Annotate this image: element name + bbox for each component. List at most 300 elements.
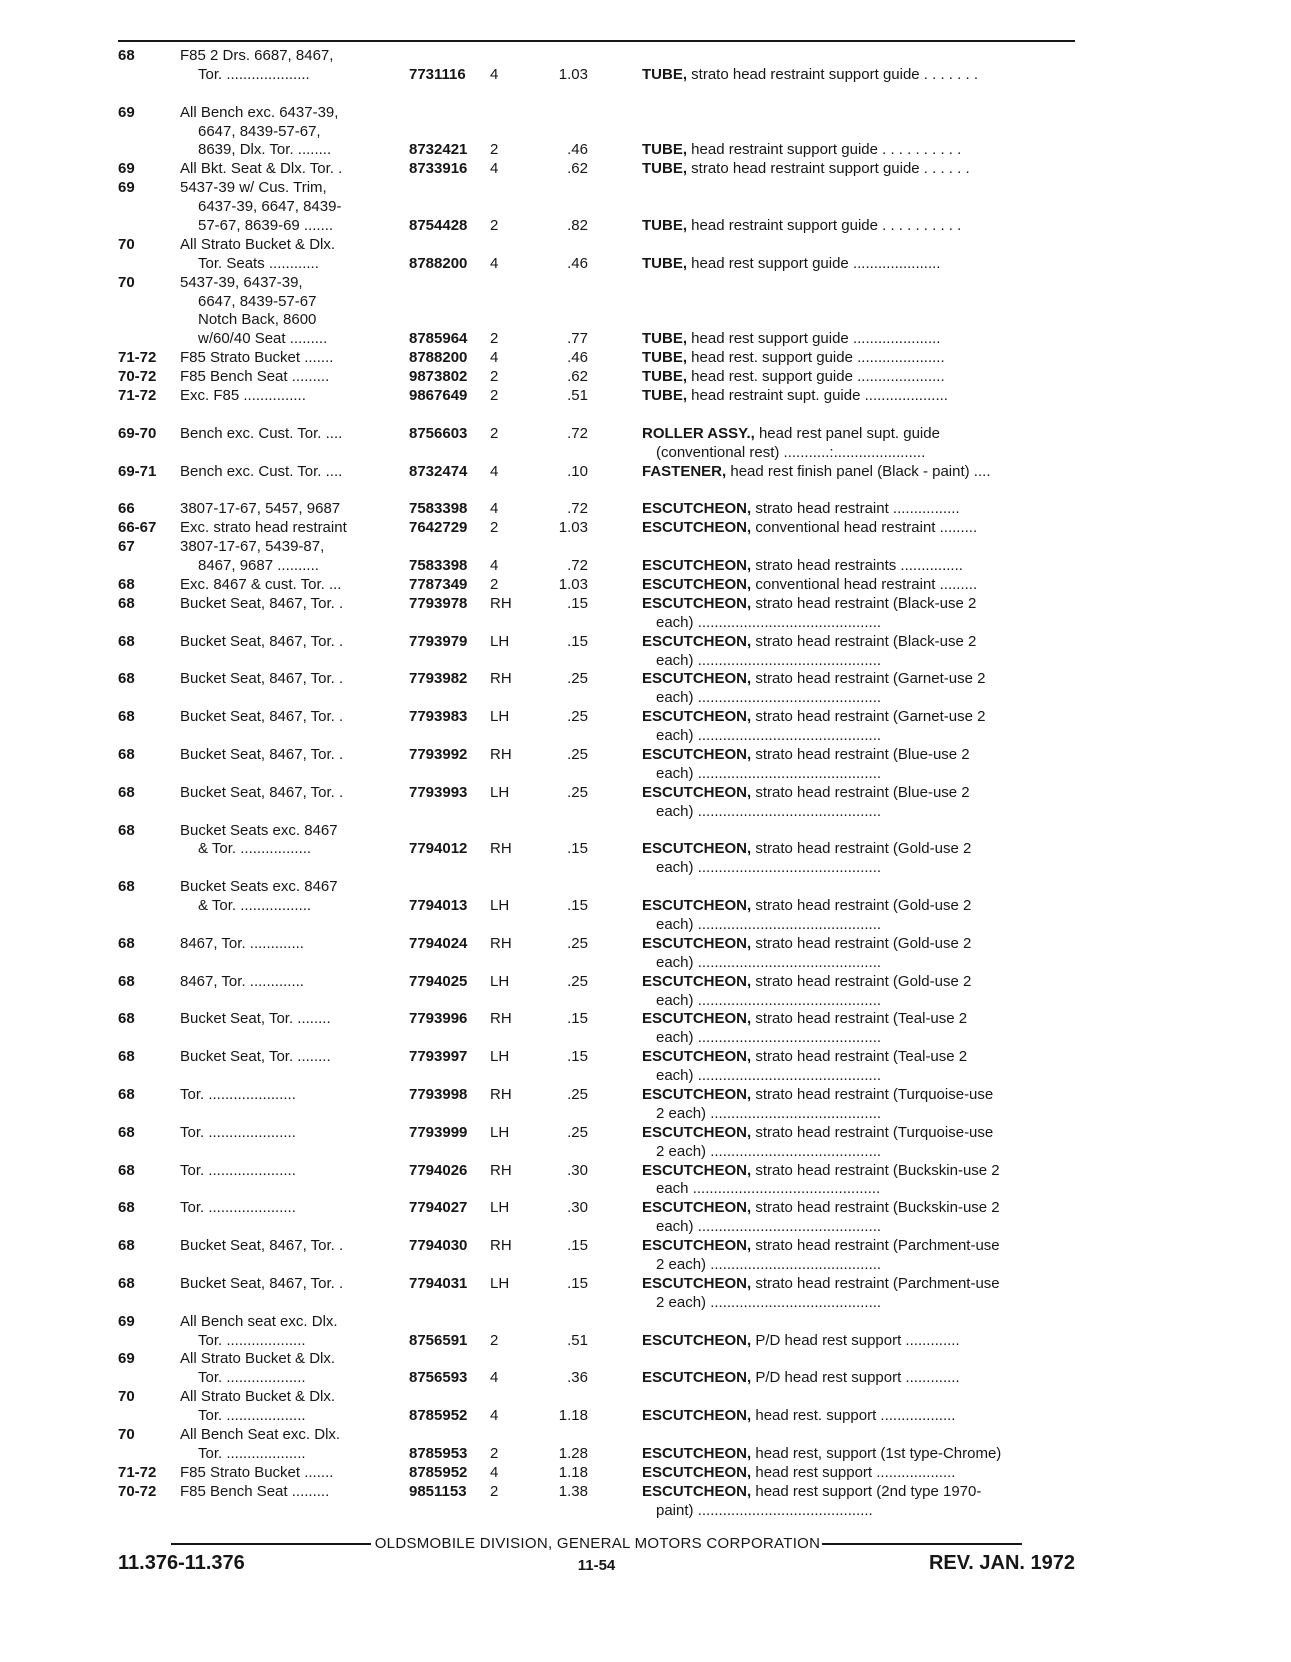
description-noun: ESCUTCHEON, [642, 1199, 752, 1217]
part-number: 8732474 [409, 462, 468, 480]
row-line [118, 1218, 1075, 1237]
model-year: 66 [118, 500, 135, 518]
quantity: LH [490, 632, 510, 650]
description [656, 992, 1075, 1011]
description [656, 652, 1075, 671]
description-text: 2 each) ......................................... [656, 1104, 882, 1122]
footer-page-number: 11-54 [577, 1557, 616, 1574]
description-noun: ESCUTCHEON, [642, 1463, 752, 1481]
part-row [118, 1237, 1075, 1275]
row-line [118, 973, 1075, 992]
description-noun: ESCUTCHEON, [642, 783, 752, 801]
part-number: 7793997 [409, 1048, 468, 1066]
application-text: 8467, Tor. ............. [180, 972, 304, 990]
description [642, 1369, 1075, 1388]
part-row [118, 1086, 1075, 1124]
description [642, 1275, 1075, 1294]
application-text: All Strato Bucket & Dlx. [180, 1388, 336, 1406]
description [656, 1294, 1075, 1313]
description [642, 1483, 1075, 1502]
price: .25 [567, 783, 588, 801]
part-number: 7794027 [409, 1199, 468, 1217]
part-number: 7794031 [409, 1274, 468, 1292]
model-year: 69-71 [118, 462, 157, 480]
model-year: 68 [118, 972, 135, 990]
part-number: 8754428 [409, 217, 468, 235]
part-number: 9867649 [409, 387, 468, 405]
description [642, 595, 1075, 614]
description [656, 727, 1075, 746]
price: .72 [567, 500, 588, 518]
description-text: strato head restraint (Black-use 2 [751, 632, 977, 650]
description-noun: TUBE, [642, 349, 687, 367]
row-line [118, 1332, 1075, 1351]
description [642, 255, 1075, 274]
application-text: Bucket Seats exc. 8467 [180, 878, 338, 896]
description [656, 1029, 1075, 1048]
description-noun: TUBE, [642, 217, 687, 235]
part-number: 8788200 [409, 254, 468, 272]
description-noun: TUBE, [642, 368, 687, 386]
description-noun: ESCUTCHEON, [642, 934, 752, 952]
row-line [118, 859, 1075, 878]
description-noun: ESCUTCHEON, [642, 594, 752, 612]
description-text: (conventional rest) ...........:...................... [656, 443, 926, 461]
description [642, 557, 1075, 576]
quantity: RH [490, 1085, 512, 1103]
quantity: RH [490, 594, 512, 612]
row-line [118, 765, 1075, 784]
application-text: Tor. ..................... [180, 1123, 296, 1141]
description [642, 1086, 1075, 1105]
description [656, 1067, 1075, 1086]
quantity: 4 [490, 1463, 499, 1481]
part-row [118, 878, 1075, 935]
price: .30 [567, 1161, 588, 1179]
description-text: strato head restraint (Garnet-use 2 [751, 670, 986, 688]
row-line [118, 689, 1075, 708]
description [642, 1332, 1075, 1351]
description-text: strato head restraint (Blue-use 2 [751, 783, 970, 801]
row-line [118, 897, 1075, 916]
description [642, 66, 1075, 85]
part-row [118, 274, 1075, 350]
model-year: 66-67 [118, 519, 157, 537]
description-noun: ESCUTCHEON, [642, 519, 752, 537]
description [656, 444, 1075, 463]
description-noun: ESCUTCHEON, [642, 1274, 752, 1292]
description-noun: ESCUTCHEON, [642, 1010, 752, 1028]
model-year: 68 [118, 575, 135, 593]
price: 1.18 [558, 1407, 588, 1425]
quantity: 2 [490, 1444, 499, 1462]
model-year: 70 [118, 1426, 135, 1444]
model-year: 68 [118, 1010, 135, 1028]
row-line [118, 1275, 1075, 1294]
model-year: 71-72 [118, 349, 157, 367]
description-noun: ESCUTCHEON, [642, 972, 752, 990]
description [656, 803, 1075, 822]
footer-rule-left [171, 1543, 371, 1545]
model-year: 71-72 [118, 387, 157, 405]
price: .25 [567, 670, 588, 688]
description [642, 1407, 1075, 1426]
quantity: 4 [490, 1369, 499, 1387]
description-text: strato head restraint (Turquoise-use [751, 1123, 994, 1141]
description [642, 935, 1075, 954]
quantity: RH [490, 670, 512, 688]
application-text: Exc. 8467 & cust. Tor. ... [180, 575, 342, 593]
model-year: 70-72 [118, 1482, 157, 1500]
description-noun: FASTENER, [642, 462, 727, 480]
footer-rule-right [822, 1543, 1022, 1545]
row-line [118, 708, 1075, 727]
row-line [118, 519, 1075, 538]
description-text: strato head restraint (Blue-use 2 [751, 745, 970, 763]
application-text: 8467, Tor. ............. [180, 934, 304, 952]
row-line [118, 576, 1075, 595]
row-line [118, 500, 1075, 519]
application-text: F85 Strato Bucket ....... [180, 1463, 334, 1481]
model-year: 68 [118, 632, 135, 650]
quantity: 4 [490, 1407, 499, 1425]
row-line [118, 1105, 1075, 1124]
application-text: 57-67, 8639-69 ....... [198, 217, 334, 235]
description [642, 141, 1075, 160]
description-noun: ESCUTCHEON, [642, 1048, 752, 1066]
part-number: 7793998 [409, 1085, 468, 1103]
price: .15 [567, 840, 588, 858]
price: .51 [567, 1331, 588, 1349]
description-noun: ESCUTCHEON, [642, 1085, 752, 1103]
description-text: strato head restraint (Teal-use 2 [751, 1048, 968, 1066]
part-number: 7793978 [409, 594, 468, 612]
description-text: head rest support ................... [751, 1463, 956, 1481]
model-year: 69 [118, 179, 135, 197]
row-line [118, 784, 1075, 803]
price: .62 [567, 160, 588, 178]
application-text: & Tor. ................. [198, 840, 312, 858]
description [642, 160, 1075, 179]
description-noun: TUBE, [642, 387, 687, 405]
description [656, 1180, 1075, 1199]
row-line [118, 274, 1075, 293]
part-number: 7794024 [409, 934, 468, 952]
description-text: strato head restraint (Buckskin-use 2 [751, 1199, 1000, 1217]
model-year: 68 [118, 1161, 135, 1179]
price: .15 [567, 897, 588, 915]
quantity: 4 [490, 349, 499, 367]
part-row [118, 160, 1075, 179]
application-text: Tor. ................... [198, 1444, 306, 1462]
part-row [118, 1162, 1075, 1200]
description-text: each) ............................................ [656, 1218, 882, 1236]
row-line [118, 236, 1075, 255]
row-line [118, 1086, 1075, 1105]
description [642, 500, 1075, 519]
application-text: Notch Back, 8600 [198, 311, 317, 329]
price: 1.03 [558, 575, 588, 593]
row-line [118, 179, 1075, 198]
quantity: RH [490, 1010, 512, 1028]
price: .15 [567, 1048, 588, 1066]
row-line [118, 670, 1075, 689]
description-noun: ESCUTCHEON, [642, 575, 752, 593]
application-text: F85 Strato Bucket ....... [180, 349, 334, 367]
part-row [118, 425, 1075, 463]
description-noun: ESCUTCHEON, [642, 1237, 752, 1255]
part-number: 7793983 [409, 708, 468, 726]
description-text: each) ............................................ [656, 859, 882, 877]
quantity: 2 [490, 519, 499, 537]
part-number: 8756591 [409, 1331, 468, 1349]
description-noun: ESCUTCHEON, [642, 745, 752, 763]
part-number: 7794030 [409, 1237, 468, 1255]
description-text: head rest finish panel (Black - paint) .... [726, 462, 991, 480]
quantity: 4 [490, 160, 499, 178]
description-text: P/D head rest support ............. [751, 1331, 960, 1349]
price: .25 [567, 1085, 588, 1103]
model-year: 68 [118, 708, 135, 726]
description-text: strato head restraint (Turquoise-use [751, 1085, 994, 1103]
footer-revision-date: REV. JAN. 1972 [928, 1552, 1075, 1574]
application-text: Tor. ................... [198, 1407, 306, 1425]
description [642, 519, 1075, 538]
part-row [118, 349, 1075, 368]
row-line [118, 878, 1075, 897]
description [656, 1105, 1075, 1124]
description [642, 1162, 1075, 1181]
row-line [118, 293, 1075, 312]
part-number: 8785964 [409, 330, 468, 348]
part-number: 7793996 [409, 1010, 468, 1028]
price: 1.03 [558, 519, 588, 537]
price: 1.18 [558, 1463, 588, 1481]
description-text: each) ............................................ [656, 727, 882, 745]
row-line [118, 1162, 1075, 1181]
description [642, 897, 1075, 916]
part-number: 7787349 [409, 575, 468, 593]
row-line [118, 1199, 1075, 1218]
quantity: 4 [490, 500, 499, 518]
quantity: LH [490, 1274, 510, 1292]
application-text: Bench exc. Cust. Tor. .... [180, 462, 343, 480]
part-row [118, 576, 1075, 595]
row-line [118, 935, 1075, 954]
application-text: Tor. Seats ............ [198, 254, 319, 272]
row-line [118, 198, 1075, 217]
row-line [118, 727, 1075, 746]
description [656, 1256, 1075, 1275]
row-line [118, 123, 1075, 142]
row-line [118, 595, 1075, 614]
model-year: 68 [118, 934, 135, 952]
quantity: 4 [490, 65, 499, 83]
description [642, 1464, 1075, 1483]
part-row [118, 1199, 1075, 1237]
model-year: 68 [118, 1199, 135, 1217]
quantity: 2 [490, 387, 499, 405]
part-number: 7793993 [409, 783, 468, 801]
price: .25 [567, 972, 588, 990]
application-text: Tor. ................... [198, 1369, 306, 1387]
quantity: RH [490, 745, 512, 763]
part-row [118, 500, 1075, 519]
application-text: Tor. .................... [198, 65, 310, 83]
application-text: All Strato Bucket & Dlx. [180, 235, 336, 253]
description [642, 330, 1075, 349]
description-text: strato head restraints ............... [751, 557, 963, 575]
application-text: Bucket Seat, 8467, Tor. . [180, 632, 344, 650]
description-text: strato head restraint (Parchment-use [751, 1237, 1000, 1255]
model-year: 70 [118, 235, 135, 253]
row-line [118, 1237, 1075, 1256]
description-text: 2 each) ......................................... [656, 1142, 882, 1160]
model-year: 67 [118, 538, 135, 556]
application-text: 5437-39, 6437-39, [180, 273, 303, 291]
part-number: 7583398 [409, 500, 468, 518]
model-year: 69 [118, 1312, 135, 1330]
description [656, 916, 1075, 935]
price: .25 [567, 745, 588, 763]
model-year: 68 [118, 783, 135, 801]
description-text: each) ............................................ [656, 991, 882, 1009]
application-text: 6647, 8439-57-67, [198, 122, 321, 140]
description [642, 784, 1075, 803]
description-text: head rest. support guide ..................... [687, 368, 945, 386]
row-line [118, 538, 1075, 557]
description [642, 840, 1075, 859]
part-row [118, 538, 1075, 576]
model-year: 68 [118, 821, 135, 839]
part-number: 9851153 [409, 1482, 467, 1500]
price: .36 [567, 1369, 588, 1387]
price: .15 [567, 1237, 588, 1255]
application-text: Bucket Seat, 8467, Tor. . [180, 594, 344, 612]
description [642, 633, 1075, 652]
description-text: each) ............................................ [656, 689, 882, 707]
price: .15 [567, 632, 588, 650]
model-year: 68 [118, 1123, 135, 1141]
application-text: 8639, Dlx. Tor. ........ [198, 141, 332, 159]
part-row [118, 1048, 1075, 1086]
quantity: 4 [490, 557, 499, 575]
part-number: 8785952 [409, 1463, 468, 1481]
description-text: strato head restraint ................ [751, 500, 960, 518]
part-number: 7731116 [409, 65, 466, 83]
row-line [118, 444, 1075, 463]
description [656, 1502, 1075, 1521]
row-line [118, 1407, 1075, 1426]
top-rule [118, 40, 1075, 42]
description-text: head rest panel supt. guide [754, 424, 940, 442]
description [642, 349, 1075, 368]
description-text: each) ............................................ [656, 1029, 882, 1047]
description-noun: TUBE, [642, 141, 687, 159]
quantity: 2 [490, 141, 499, 159]
price: 1.03 [558, 65, 588, 83]
part-number: 7794012 [409, 840, 468, 858]
price: 1.38 [558, 1482, 588, 1500]
row-line [118, 217, 1075, 236]
row-spacer [118, 481, 1075, 500]
application-text: Bench exc. Cust. Tor. .... [180, 424, 343, 442]
application-text: 3807-17-67, 5439-87, [180, 538, 325, 556]
row-line [118, 1143, 1075, 1162]
part-number: 7793992 [409, 745, 468, 763]
description [642, 1124, 1075, 1143]
description-text: strato head restraint (Parchment-use [751, 1274, 1000, 1292]
part-row [118, 1350, 1075, 1388]
price: .72 [567, 424, 588, 442]
description-text: each) ............................................ [656, 953, 882, 971]
model-year: 68 [118, 878, 135, 896]
description-text: each) ............................................ [656, 802, 882, 820]
description-noun: ESCUTCHEON, [642, 1161, 752, 1179]
price: .46 [567, 349, 588, 367]
part-number: 8732421 [409, 141, 468, 159]
part-row [118, 1483, 1075, 1521]
description-text: conventional head restraint ......... [751, 575, 978, 593]
footer-section-number: 11.376-11.376 [118, 1552, 245, 1574]
description [642, 1237, 1075, 1256]
description [642, 1010, 1075, 1029]
row-line [118, 633, 1075, 652]
quantity: 4 [490, 254, 499, 272]
description-text: head rest support guide ..................... [687, 254, 941, 272]
description-noun: ESCUTCHEON, [642, 557, 752, 575]
description-noun: ESCUTCHEON, [642, 1369, 752, 1387]
application-text: Tor. ..................... [180, 1085, 296, 1103]
description-text: strato head restraint support guide . . . . . . . [687, 65, 978, 83]
part-row [118, 784, 1075, 822]
application-text: F85 Bench Seat ......... [180, 368, 330, 386]
row-line [118, 1445, 1075, 1464]
row-spacer [118, 406, 1075, 425]
description-noun: ESCUTCHEON, [642, 708, 752, 726]
model-year: 68 [118, 1048, 135, 1066]
row-line [118, 311, 1075, 330]
row-line [118, 803, 1075, 822]
price: .15 [567, 594, 588, 612]
description [642, 368, 1075, 387]
application-text: w/60/40 Seat ......... [198, 330, 328, 348]
description-text: strato head restraint support guide . . . . . . [687, 160, 970, 178]
part-row [118, 368, 1075, 387]
description-text: head restraint support guide . . . . . . . . . . [687, 141, 962, 159]
description-text: head restraint supt. guide .................... [687, 387, 948, 405]
row-line [118, 1502, 1075, 1521]
row-line [118, 463, 1075, 482]
part-row [118, 1388, 1075, 1426]
part-row [118, 179, 1075, 236]
row-line [118, 1313, 1075, 1332]
row-line [118, 840, 1075, 859]
price: .30 [567, 1199, 588, 1217]
price: .46 [567, 254, 588, 272]
row-line [118, 160, 1075, 179]
description [642, 425, 1075, 444]
application-text: Tor. ................... [198, 1331, 306, 1349]
description-text: strato head restraint (Gold-use 2 [751, 972, 972, 990]
footer-division-line [118, 1535, 1075, 1552]
application-text: Tor. ..................... [180, 1199, 296, 1217]
part-row [118, 387, 1075, 406]
application-text: F85 Bench Seat ......... [180, 1482, 330, 1500]
price: .51 [567, 387, 588, 405]
application-text: 5437-39 w/ Cus. Trim, [180, 179, 327, 197]
application-text: Exc. F85 ............... [180, 387, 306, 405]
